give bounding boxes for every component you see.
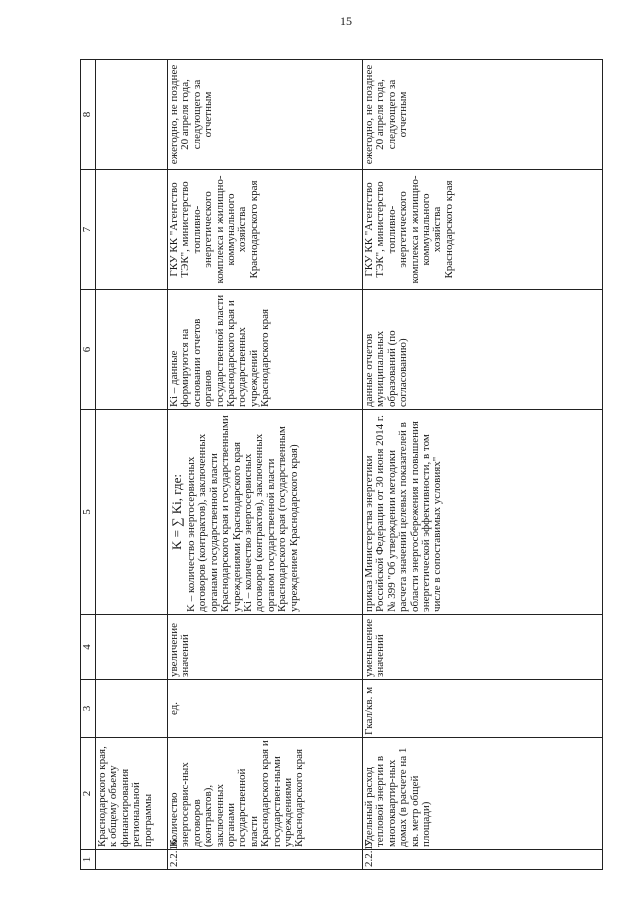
unit-cell: Гкал/кв. м <box>363 680 603 738</box>
col-header-5: 5 <box>81 410 96 615</box>
col-header-1: 1 <box>81 850 96 870</box>
col-header-3: 3 <box>81 680 96 738</box>
method-cell <box>168 410 363 615</box>
method-text: K – количество энергосервисных договоров (контрактов), заключенных органами государственной власти Краснодарского края и государственными учреждениями Краснодарского края Ki – количество энергосервисных договоров (контрактов), заключенных органом государственной власти Краснодарского края (государственным учреждением Краснодарского края) <box>185 415 300 612</box>
method-cell: приказ Министерства энергетики Российской Федерации от 30 июня 2014 г. № 399 "Об утверждении методики расчета значений целевых показателей в области энергосбережения и повышения энергетической эффективности, в том числе в сопоставимых условиях" <box>363 410 603 615</box>
col-header-8: 8 <box>81 60 96 170</box>
col-header-6: 6 <box>81 290 96 410</box>
direction-cell: уменьшение значений <box>363 615 603 680</box>
table-row <box>168 60 363 870</box>
period-cell: ежегодно, не позднее 20 апреля года, следующего за отчетным <box>363 60 603 170</box>
responsible-cell: ГКУ КК "Агентство ТЭК", министерство топливно-энергетического комплекса и жилищно-коммунального хозяйства Краснодарского края <box>363 170 603 290</box>
col-header-7: 7 <box>81 170 96 290</box>
formula: K = ∑ Ki, где: <box>169 474 184 550</box>
column-number-row <box>81 60 96 870</box>
table-row-continuation <box>96 60 168 870</box>
continuation-cell: Краснодарского края, к общему объему финансирования региональной программы <box>96 738 168 850</box>
period-cell: ежегодно, не позднее 20 апреля года, следующего за отчетным <box>168 60 363 170</box>
row-number: 2.2.16 <box>168 850 363 870</box>
indicator-table-sheet <box>80 60 610 870</box>
unit-cell: ед. <box>168 680 363 738</box>
indicator-name: Количество энергосервис-ных договоров (контрактов), заключенных органами государственной власти Краснодарского края и государствен-ными учреждениями Краснодарского края <box>168 738 363 850</box>
indicator-name: Удельный расход тепловой энергии в многоквартир-ных домах (в расчете на 1 кв. метр общей площади) <box>363 738 603 850</box>
page-number: 15 <box>340 14 352 28</box>
row-number: 2.2.17 <box>363 850 603 870</box>
responsible-cell: ГКУ КК "Агентство ТЭК", министерство топливно-энергетического комплекса и жилищно-коммунального хозяйства Краснодарского края <box>168 170 363 290</box>
source-cell: данные отчетов муниципальных образований (по согласованию) <box>363 290 603 410</box>
source-cell: Ki – данные формируются на основании отчетов органов государственной власти Краснодарского края и государственных учреждений Краснодарского края <box>168 290 363 410</box>
col-header-2: 2 <box>81 738 96 850</box>
col-header-4: 4 <box>81 615 96 680</box>
indicator-table <box>80 59 603 870</box>
direction-cell: увеличение значений <box>168 615 363 680</box>
table-row <box>363 60 603 870</box>
